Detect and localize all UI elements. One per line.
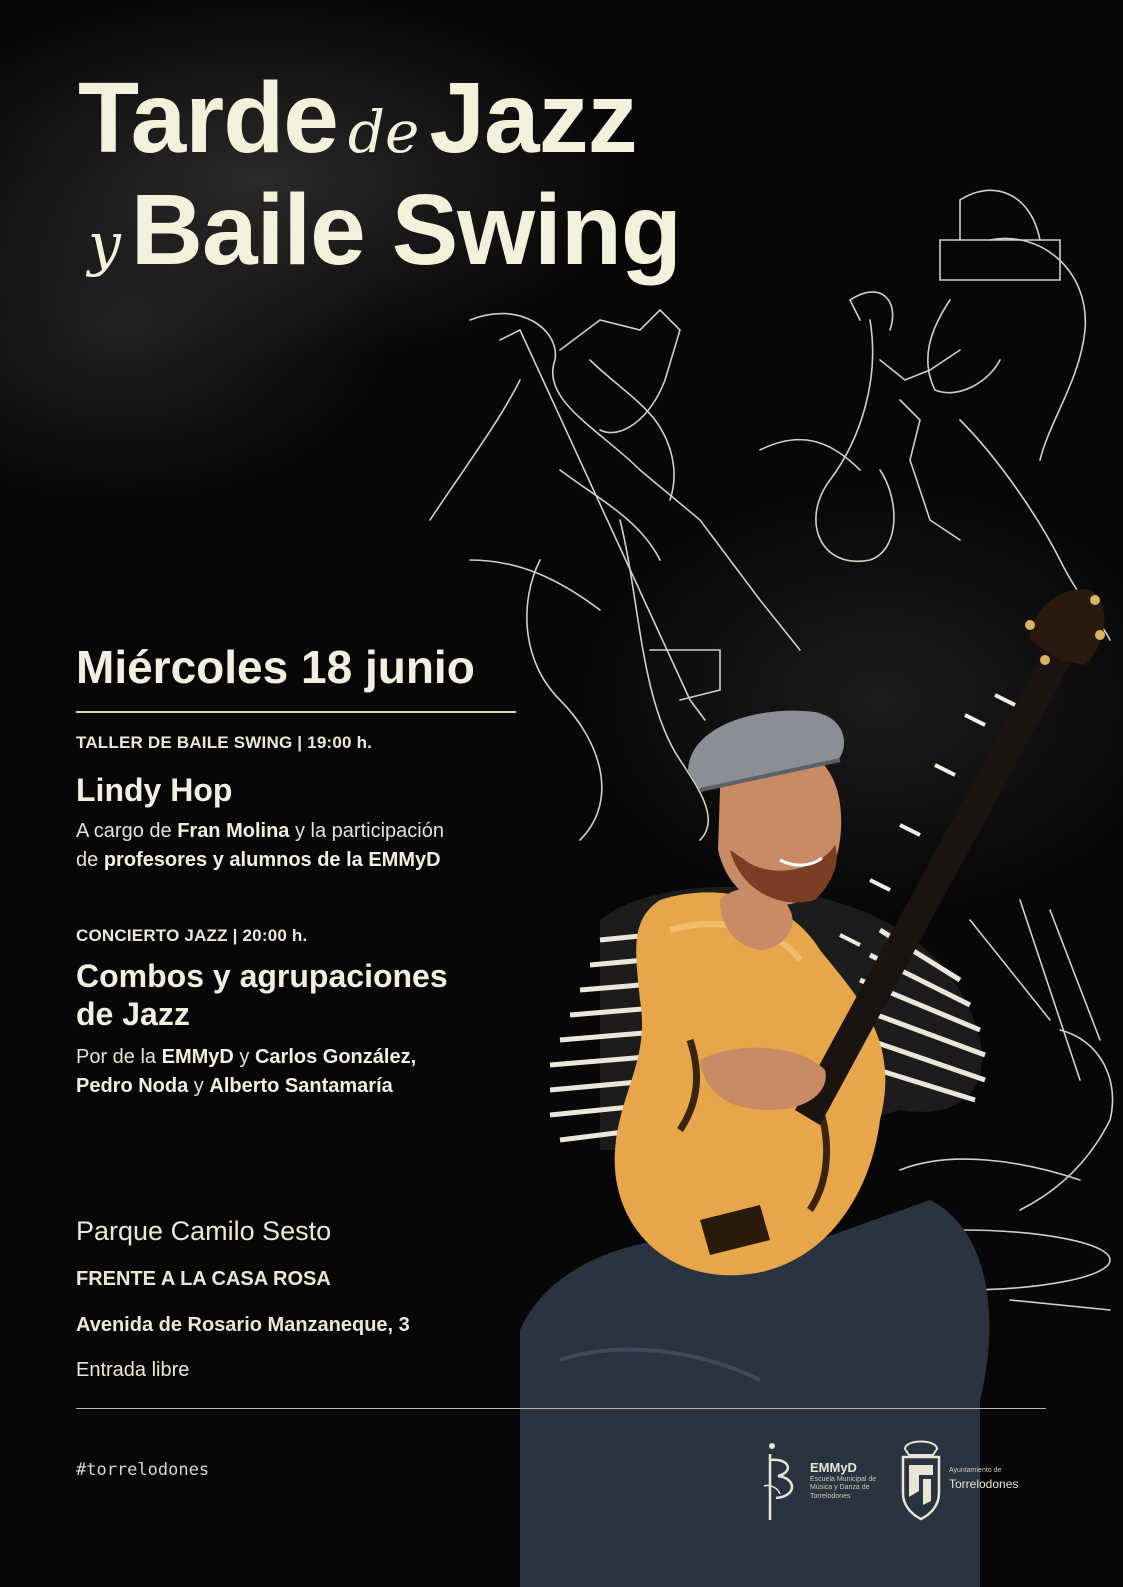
emmyd-logo-name: EMMyD: [810, 1460, 857, 1475]
venue-address: Avenida de Rosario Manzaneque, 3: [76, 1314, 410, 1336]
title-connector-de: de: [347, 98, 420, 166]
emmyd-logo-icon: [760, 1440, 806, 1530]
ayuntamiento-logo-name: Torrelodones: [949, 1477, 1019, 1491]
title-word-baile-swing: Baile Swing: [130, 174, 682, 286]
event1-kicker: TALLER DE BAILE SWING | 19:00 h.: [76, 733, 373, 752]
venue-entry: Entrada libre: [76, 1359, 190, 1381]
venue-front: FRENTE A LA CASA ROSA: [76, 1268, 331, 1290]
event1-desc-line1: A cargo de Fran Molina y la participación: [76, 820, 444, 842]
footer-divider: [76, 1408, 1046, 1409]
ayuntamiento-logo-subtitle: Ayuntamiento de: [949, 1467, 1002, 1474]
emmyd-logo: [760, 1440, 885, 1530]
event2-kicker: CONCIERTO JAZZ | 20:00 h.: [76, 926, 308, 945]
event2-name-line2: de Jazz: [76, 996, 190, 1032]
town-crest-icon: [897, 1435, 945, 1523]
event2-desc-line1: Por de la EMMyD y Carlos González,: [76, 1046, 417, 1068]
title-connector-y: y: [88, 210, 121, 278]
venue-park: Parque Camilo Sesto: [76, 1216, 332, 1246]
event1-desc-line2: de profesores y alumnos de la EMMyD: [76, 849, 441, 871]
event2-name-line1: Combos y agrupaciones: [76, 958, 448, 994]
event1-name: Lindy Hop: [76, 772, 233, 808]
event2-desc-line2: Pedro Noda y Alberto Santamaría: [76, 1075, 393, 1097]
ayuntamiento-logo: [897, 1435, 1027, 1530]
hashtag: #torrelodones: [76, 1460, 210, 1480]
emmyd-logo-subtitle: Escuela Municipal de Música y Danza de Torrelodones: [810, 1476, 877, 1500]
date-divider: [76, 711, 516, 713]
title-word-jazz: Jazz: [429, 62, 637, 174]
title-word-tarde: Tarde: [78, 62, 338, 174]
event-date: Miércoles 18 junio: [76, 641, 475, 693]
